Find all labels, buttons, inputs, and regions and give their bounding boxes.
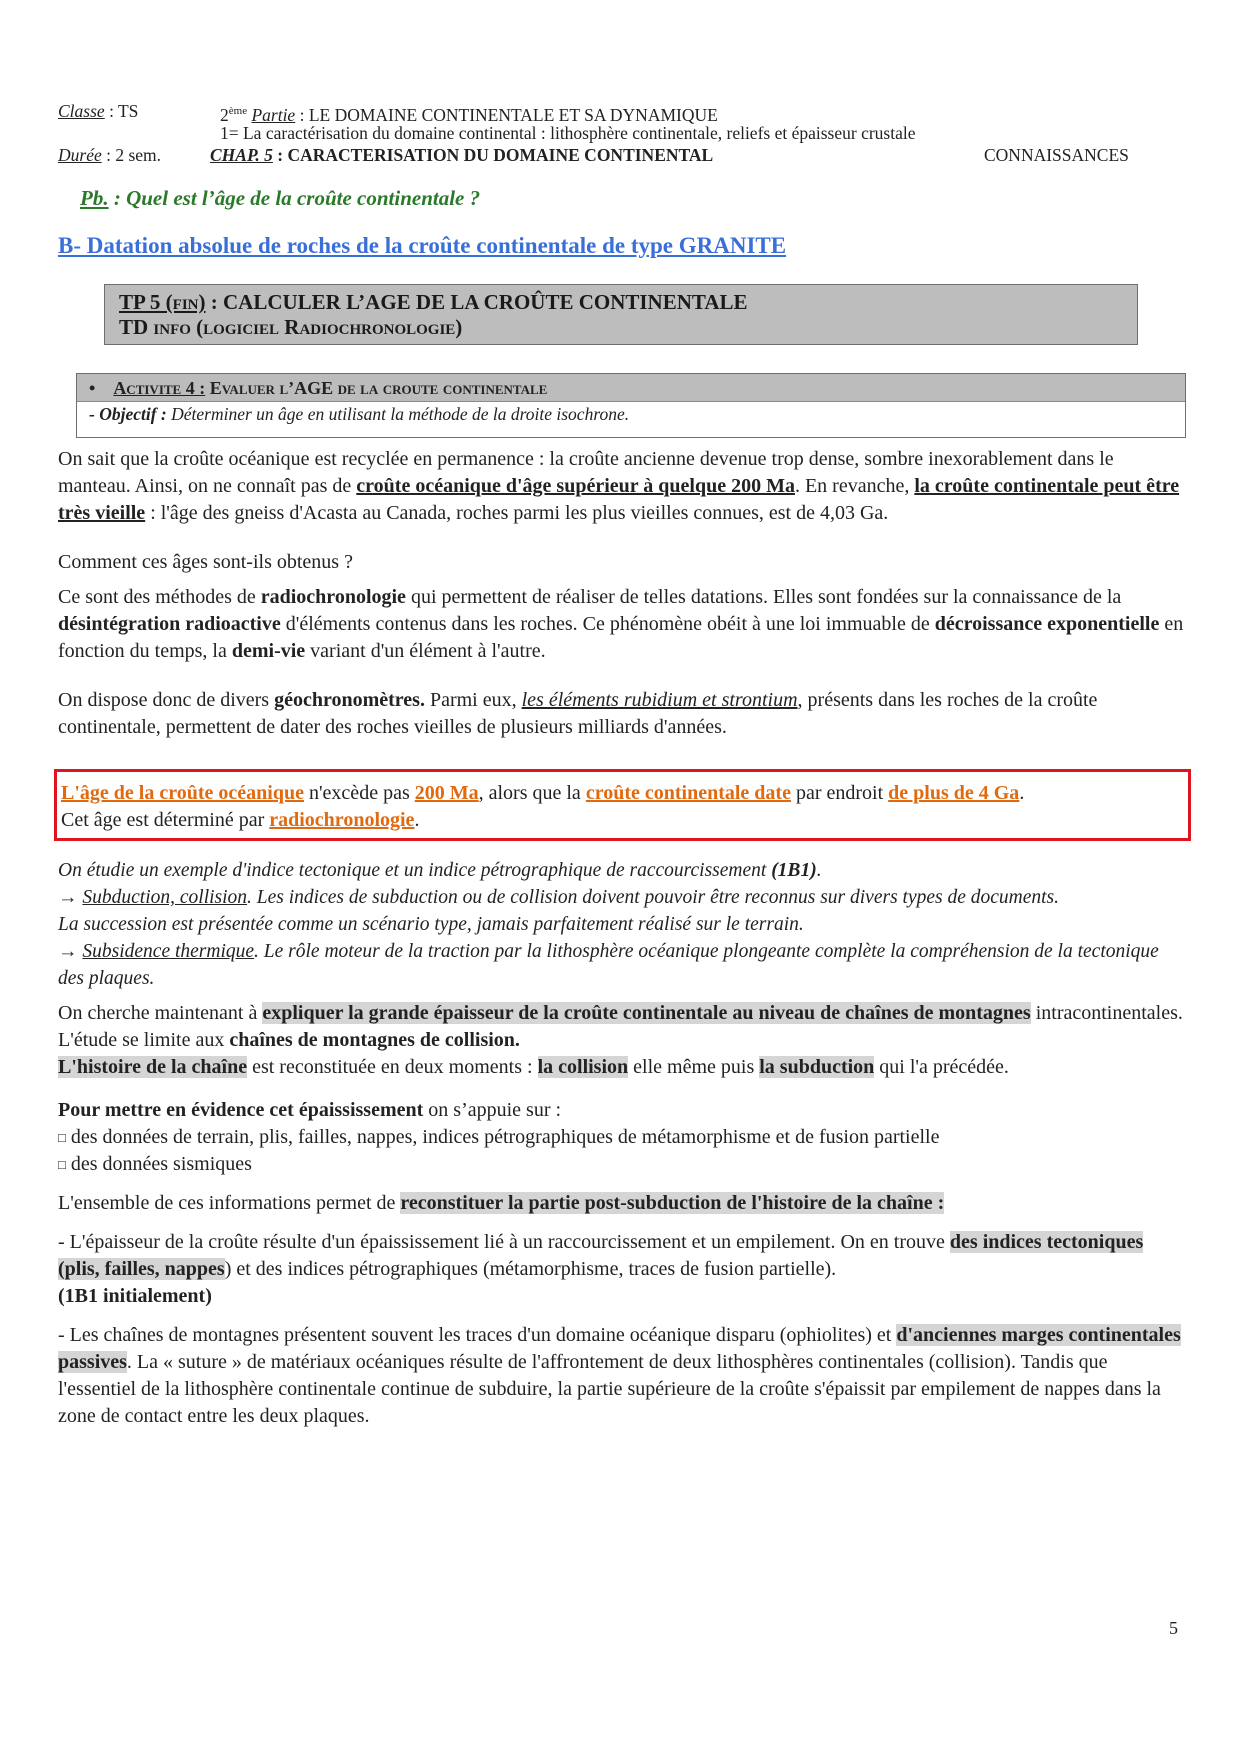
- emphasis: la croûte continentale peut être très vieille: [58, 475, 1180, 524]
- summary-line-2: [61, 807, 1184, 834]
- question-text: Comment ces âges sont-ils obtenus ?: [58, 551, 353, 573]
- highlight: d'anciennes marges continentales passives: [58, 1324, 1181, 1373]
- paragraph-suture: [58, 1322, 1186, 1430]
- connaissances-label: CONNAISSANCES: [984, 145, 1129, 165]
- text: qui l'a précédée.: [874, 1056, 1009, 1078]
- header-row-3: [58, 144, 1186, 166]
- problem-text: : Quel est l’âge de la croûte continentale ?: [108, 186, 481, 210]
- arrow-right-icon: →: [58, 887, 78, 908]
- duree-value: : 2 sem.: [101, 145, 162, 165]
- text: , alors que la: [478, 782, 586, 804]
- text: n'excède pas: [303, 782, 415, 804]
- partie-label: Partie: [251, 104, 296, 125]
- italic-emphasis: les éléments rubidium et strontium: [521, 689, 798, 711]
- highlight: la collision: [537, 1056, 629, 1078]
- text: .: [816, 860, 822, 881]
- text: : l'âge des gneiss d'Acasta au Canada, roches parmi les plus vieilles connues, est de 4,03 Ga.: [145, 502, 889, 524]
- key-term: L'âge de la croûte océanique: [61, 782, 304, 804]
- text: . En revanche,: [794, 475, 915, 497]
- td-text: TD info (logiciel Radiochronologie): [119, 315, 463, 339]
- emphasis: géochronomètres.: [274, 689, 425, 711]
- text: par endroit: [790, 782, 889, 804]
- activity-objective: [77, 401, 1185, 437]
- text: Ce sont des méthodes de: [58, 586, 261, 608]
- italic-line-subsidence: [58, 938, 1186, 992]
- thickening-text: [58, 1229, 1186, 1283]
- text: On cherche maintenant à: [58, 1002, 263, 1024]
- text: , présents dans les roches de la croûte continentale, permettent de dater des roches vieilles de plusieurs milliards d'années.: [58, 689, 1098, 738]
- paragraph-thickness: [58, 1000, 1186, 1081]
- text: ) et des indices pétrographiques (métamorphisme, traces de fusion partielle).: [224, 1258, 837, 1280]
- emphasis: Pour mettre en évidence cet épaississement: [58, 1099, 424, 1121]
- text: Parmi eux,: [424, 689, 522, 711]
- header-row-1: [58, 100, 1186, 125]
- text: variant d'un élément à l'autre.: [305, 640, 546, 662]
- highlight: expliquer la grande épaisseur de la croûte continentale au niveau de chaînes de montagnes: [262, 1002, 1031, 1024]
- text: On sait que la croûte océanique est recyclée en permanence : la croûte ancienne devenue trop dense, sombre inexorablement dans le manteau. Ainsi, on ne connaît pas de: [58, 448, 1114, 497]
- text: des données de terrain, plis, failles, nappes, indices pétrographiques de métamorphisme et de fusion partielle: [65, 1126, 940, 1148]
- text: On étudie un exemple d'indice tectonique et un indice pétrographique de raccourcissement: [58, 860, 772, 881]
- text: On dispose donc de divers: [58, 689, 275, 711]
- paragraph-thickening: [58, 1229, 1186, 1310]
- text: . Le rôle moteur de la traction par la lithosphère océanique plongeante complète la compréhension de la tectonique des plaques.: [58, 941, 1159, 989]
- text: d'éléments contenus dans les roches. Ce phénomène obéit à une loi immuable de: [280, 613, 935, 635]
- evidence-item-2: [58, 1151, 1186, 1178]
- objective-label: - Objectif :: [89, 404, 167, 424]
- activity-text: Evaluer l’AGE de la croute continentale: [205, 378, 548, 398]
- paragraph-oceanic-crust: [58, 446, 1186, 527]
- emphasis: décroissance exponentielle: [934, 613, 1160, 635]
- tp-label: TP 5 (fin): [119, 290, 206, 314]
- chap-label: CHAP. 5: [210, 145, 273, 165]
- emphasis: désintégration radioactive: [58, 613, 281, 635]
- evidence-item-1: [58, 1124, 1186, 1151]
- text: on s’appuie sur :: [423, 1099, 562, 1121]
- partie-sup: ème: [228, 105, 248, 117]
- text: L'étude se limite aux: [58, 1029, 230, 1051]
- italic-line-subduction: [58, 884, 1186, 911]
- tp-text: : CALCULER L’AGE DE LA CROÛTE CONTINENTALE: [205, 290, 748, 314]
- tp-box: [104, 284, 1138, 345]
- paragraph-evidence: [58, 1097, 1186, 1178]
- document-page: [58, 100, 1186, 1430]
- text: . Les indices de subduction ou de collision doivent pouvoir être reconnus sur divers types de documents.: [247, 887, 1060, 908]
- activity-label: Activite 4 :: [113, 378, 206, 398]
- classe-label: Classe: [58, 101, 105, 121]
- text: intracontinentales.: [1030, 1002, 1183, 1024]
- partie-number: 2: [220, 104, 229, 125]
- problem-label: Pb.: [80, 186, 109, 210]
- thickness-line-2: [58, 1027, 1186, 1054]
- text: - L'épaisseur de la croûte résulte d'un épaississement lié à un raccourcissement et un empilement. On en trouve: [58, 1231, 950, 1253]
- highlight: reconstituer la partie post-subduction de l'histoire de la chaîne :: [400, 1192, 945, 1214]
- key-term: croûte continentale date: [585, 782, 791, 804]
- paragraph-radiochronology: [58, 584, 1186, 665]
- emphasis: Subsidence thermique: [82, 941, 255, 962]
- section-b-title: B- Datation absolue de roches de la croûte continentale de type GRANITE: [58, 233, 787, 258]
- activity-title: [77, 374, 1185, 401]
- checkbox-icon: □: [58, 1130, 66, 1145]
- text: L'ensemble de ces informations permet de: [58, 1192, 401, 1214]
- emphasis: (1B1): [771, 860, 817, 881]
- italic-notes: [58, 857, 1186, 992]
- italic-line-succession: La succession est présentée comme un scénario type, jamais parfaitement réalisé sur le terrain.: [58, 914, 804, 935]
- text: elle même puis: [628, 1056, 760, 1078]
- emphasis: demi-vie: [231, 640, 306, 662]
- highlight: la subduction: [759, 1056, 875, 1078]
- text: des données sismiques: [65, 1153, 252, 1175]
- bullet-icon: •: [89, 378, 96, 398]
- thickening-note: (1B1 initialement): [58, 1285, 212, 1307]
- classe-value: : TS: [104, 101, 139, 121]
- text: .: [414, 809, 420, 831]
- key-term: radiochronologie: [269, 809, 415, 831]
- text: - Les chaînes de montagnes présentent souvent les traces d'un domaine océanique disparu (ophiolites) et: [58, 1324, 897, 1346]
- chap-text: : CARACTERISATION DU DOMAINE CONTINENTAL: [272, 145, 714, 165]
- thickness-line-1: [58, 1000, 1186, 1027]
- italic-line-1: [58, 857, 1186, 884]
- text: qui permettent de réaliser de telles datations. Elles sont fondées sur la connaissance de la: [405, 586, 1122, 608]
- thickness-line-3: [58, 1054, 1186, 1081]
- text: . La « suture » de matériaux océaniques résulte de l'affrontement de deux lithosphères continentales (collision). Tandis que l'essentiel de la lithosphère continentale continue de subduire, la partie supérieure de la croûte s'épaissit par empilement de nappes dans la zone de contact entre les deux plaques.: [58, 1351, 1161, 1427]
- summary-box: [54, 769, 1191, 841]
- text: Cet âge est déterminé par: [61, 809, 270, 831]
- summary-line-1: [61, 780, 1184, 807]
- highlight: L'histoire de la chaîne: [58, 1056, 248, 1078]
- emphasis: Subduction, collision: [82, 887, 248, 908]
- header-subline: 1= La caractérisation du domaine continental : lithosphère continentale, reliefs et épaisseur crustale: [220, 123, 916, 143]
- header-row-2: [58, 122, 1186, 144]
- checkbox-icon: □: [58, 1157, 66, 1172]
- emphasis: croûte océanique d'âge supérieur à quelque 200 Ma: [356, 475, 795, 497]
- evidence-intro: [58, 1097, 1186, 1124]
- problem-statement: [80, 186, 1186, 211]
- activity-box: [76, 373, 1186, 438]
- arrow-right-icon: →: [58, 941, 78, 962]
- paragraph-reconstruct: [58, 1190, 1186, 1217]
- partie-text: : LE DOMAINE CONTINENTALE ET SA DYNAMIQUE: [295, 104, 718, 125]
- text: en fonction du temps, la: [58, 613, 1184, 662]
- paragraph-geochronometers: [58, 687, 1186, 741]
- text: est reconstituée en deux moments :: [247, 1056, 538, 1078]
- emphasis: radiochronologie: [260, 586, 406, 608]
- duree-label: Durée: [58, 145, 102, 165]
- page-number: 5: [1169, 1618, 1178, 1638]
- key-term: de plus de 4 Ga: [888, 782, 1020, 804]
- highlight: des indices tectoniques (plis, failles, nappes: [58, 1231, 1144, 1280]
- emphasis: chaînes de montagnes de collision.: [229, 1029, 520, 1051]
- objective-text: Déterminer un âge en utilisant la méthode de la droite isochrone.: [166, 404, 630, 424]
- text: .: [1019, 782, 1025, 804]
- key-term: 200 Ma: [414, 782, 479, 804]
